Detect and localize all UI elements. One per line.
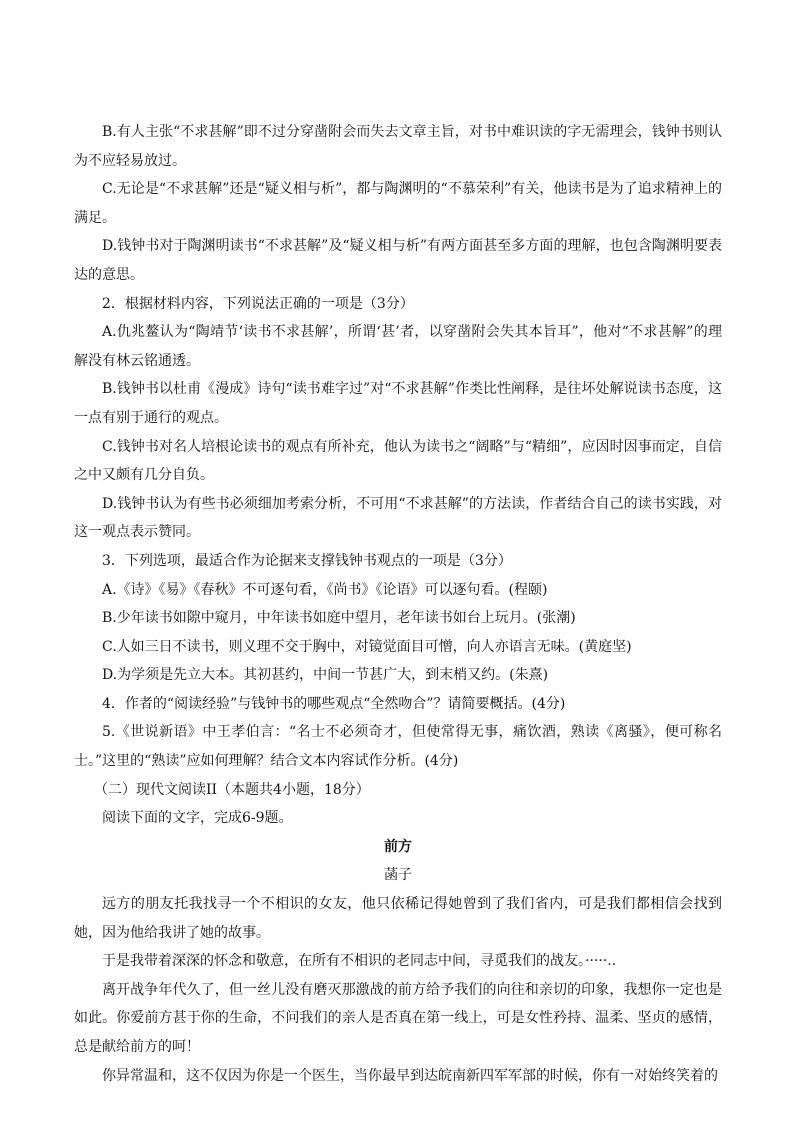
section-heading: （二）现代文阅读II（本题共4小题，18分） xyxy=(94,781,370,798)
option-2a: A.仇兆鳌认为“陶靖节‘读书不求甚解’，所谓‘甚’者，以穿凿附会失其本旨耳”，他对“不求甚解”的理解没有林云铭通透。 xyxy=(74,324,722,369)
document-page xyxy=(74,118,722,1090)
article-paragraph-1: 远方的朋友托我找寻一个不相识的女友，他只依稀记得她曾到了我们省内，可是我们都相信会找到她，因为他给我讲了她的故事。 xyxy=(74,896,722,941)
option-1d: D.钱钟书对于陶渊明读书“不求甚解”及“疑义相与析”有两方面甚至多方面的理解，也包含陶渊明要表达的意思。 xyxy=(74,238,722,283)
option-3b: B.少年读书如隙中窥月，中年读书如庭中望月，老年读书如台上玩月。(张潮) xyxy=(102,610,576,627)
article-author: 菡子 xyxy=(384,867,412,884)
option-2d: D.钱钟书认为有些书必须细加考索分析，不可用“不求甚解”的方法读，作者结合自己的读书实践，对这一观点表示赞同。 xyxy=(74,495,722,541)
option-2b: B.钱钟书以杜甫《漫成》诗句“读书难字过”对“不求甚解”作类比性阐释，是往坏处解说读书态度，这一点有别于通行的观点。 xyxy=(74,381,722,426)
question-2: 2．根据材料内容，下列说法正确的一项是（3分） xyxy=(102,295,414,312)
option-3d: D.为学须是先立大本。其初甚约，中间一节甚广大，到末梢又约。(朱熹) xyxy=(102,667,549,684)
article-paragraph-2: 于是我带着深深的怀念和敬意，在所有不相识的老同志中间，寻觅我们的战友。·····.. xyxy=(102,953,617,970)
instruction: 阅读下面的文字，完成6-9题。 xyxy=(102,810,293,827)
option-1c: C.无论是“不求甚解”还是“疑义相与析”，都与陶渊明的“不慕荣利”有关，他读书是为了追求精神上的满足。 xyxy=(74,181,722,226)
option-3a: A.《诗》《易》《春秋》不可逐句看，《尚书》《论语》可以逐句看。(程颐) xyxy=(102,581,548,598)
question-5: 5.《世说新语》中王孝伯言：“名士不必须奇才，但使常得无事，痛饮酒，熟读《离骚》，便可称名士。”这里的“熟读”应如何理解？结合文本内容试作分析。(4分) xyxy=(74,724,722,770)
article-paragraph-3: 离开战争年代久了，但一丝儿没有磨灭那激战的前方给予我们的向往和亲切的印象，我想你一定也是如此。你爱前方甚于你的生命，不问我们的亲人是否真在第一线上，可是女性矜持、温柔、坚贞的感情，总是献给前方的呵！ xyxy=(74,981,722,1055)
article-title: 前方 xyxy=(384,838,412,855)
option-2c: C.钱钟书对名人培根论读书的观点有所补充，他认为读书之“阔略”与“精细”，应因时因事而定，自信之中又颇有几分自负。 xyxy=(74,438,722,484)
option-1b: B.有人主张“不求甚解”即不过分穿凿附会而失去文章主旨，对书中难识读的字无需理会，钱钟书则认为不应轻易放过。 xyxy=(74,124,722,169)
question-3: 3．下列选项，最适合作为论据来支撑钱钟书观点的一项是（3分） xyxy=(102,552,512,569)
option-3c: C.人如三日不读书，则义理不交于胸中，对镜觉面目可憎，向人亦语言无味。(黄庭坚) xyxy=(102,638,632,655)
question-4: 4．作者的“阅读经验”与钱钟书的哪些观点“全然吻合”？请简要概括。(4分) xyxy=(102,695,566,712)
article-paragraph-4: 你异常温和，这不仅因为你是一个医生，当你最早到达皖南新四军军部的时候，你有一对始终笑着的 xyxy=(102,1067,718,1084)
